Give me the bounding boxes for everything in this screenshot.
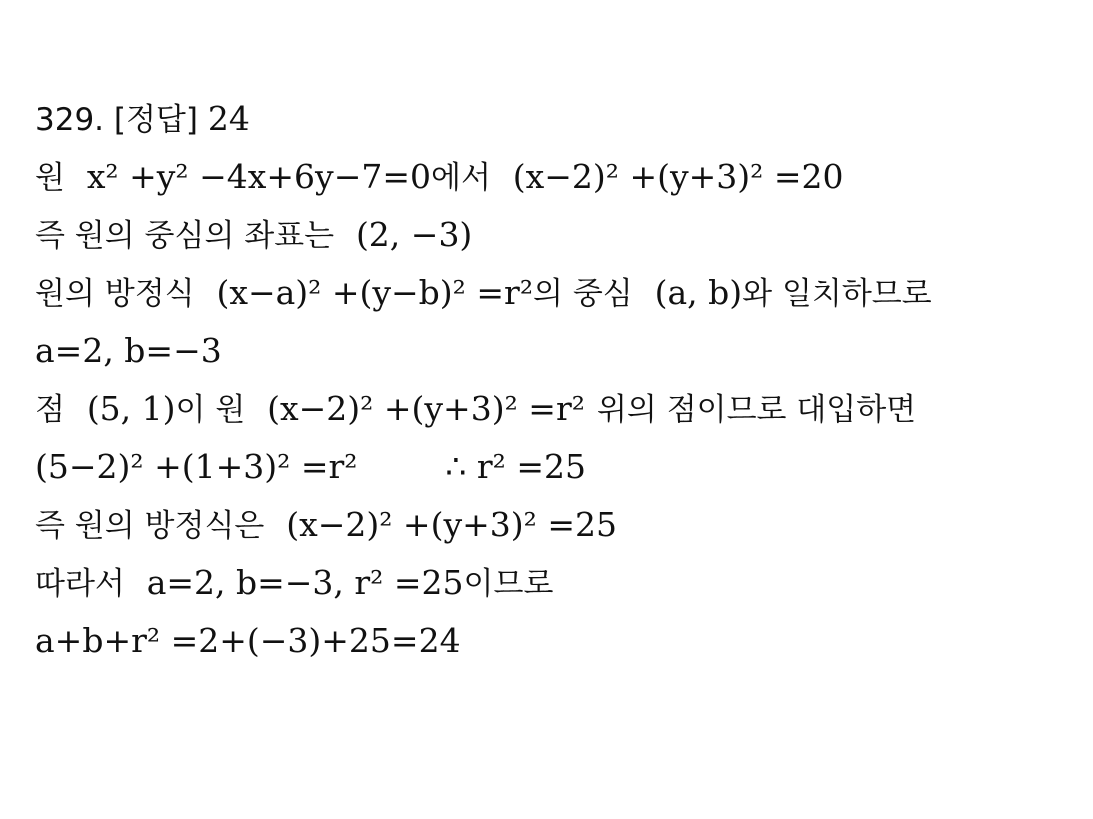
line-text-post: 와 일치하므로 xyxy=(742,276,932,312)
solution-line-7 xyxy=(35,496,1075,554)
line-equation: a=2, b=−3, r² =25 xyxy=(146,563,464,602)
line-text: 원의 방정식 xyxy=(35,276,195,312)
line-text: 원 xyxy=(35,160,65,196)
line-equation: a=2, b=−3 xyxy=(35,331,222,370)
solution-document xyxy=(35,90,1075,670)
line-equation: (5−2)² +(1+3)² =r² xyxy=(35,447,358,486)
line-equation-2: (a, b) xyxy=(654,273,743,312)
line-equation: x² +y² −4x+6y−7=0 xyxy=(86,157,431,196)
problem-number: 329. xyxy=(35,102,105,138)
solution-line-1 xyxy=(35,148,1075,206)
line-text-mid: 에서 xyxy=(431,160,491,196)
line-equation-2: (x−2)² +(y+3)² =r² xyxy=(267,389,585,428)
line-equation-2: ∴ r² =25 xyxy=(445,447,587,486)
line-text: 즉 원의 중심의 좌표는 xyxy=(35,218,335,254)
solution-line-9 xyxy=(35,612,1075,670)
line-equation-2: (x−2)² +(y+3)² =20 xyxy=(512,157,844,196)
solution-line-2 xyxy=(35,206,1075,264)
line-text-post: 위의 점이므로 대입하면 xyxy=(596,392,917,428)
line-text: 즉 원의 방정식은 xyxy=(35,508,265,544)
line-text: 점 xyxy=(35,392,65,428)
solution-line-8 xyxy=(35,554,1075,612)
answer-label: [정답] xyxy=(113,102,198,138)
answer-header xyxy=(35,90,1075,148)
line-text-mid: 이 원 xyxy=(175,392,246,428)
line-equation: (5, 1) xyxy=(86,389,176,428)
solution-line-3 xyxy=(35,264,1075,322)
solution-line-6 xyxy=(35,438,1075,496)
line-text-mid: 이므로 xyxy=(463,566,554,602)
solution-line-5 xyxy=(35,380,1075,438)
line-text-mid: 의 중심 xyxy=(533,276,633,312)
line-equation: (2, −3) xyxy=(355,215,473,254)
line-equation: (x−2)² +(y+3)² =25 xyxy=(286,505,617,544)
line-equation: a+b+r² =2+(−3)+25=24 xyxy=(35,621,461,660)
solution-line-4 xyxy=(35,322,1075,380)
line-equation: (x−a)² +(y−b)² =r² xyxy=(216,273,534,312)
answer-value: 24 xyxy=(207,99,250,138)
line-text: 따라서 xyxy=(35,566,125,602)
